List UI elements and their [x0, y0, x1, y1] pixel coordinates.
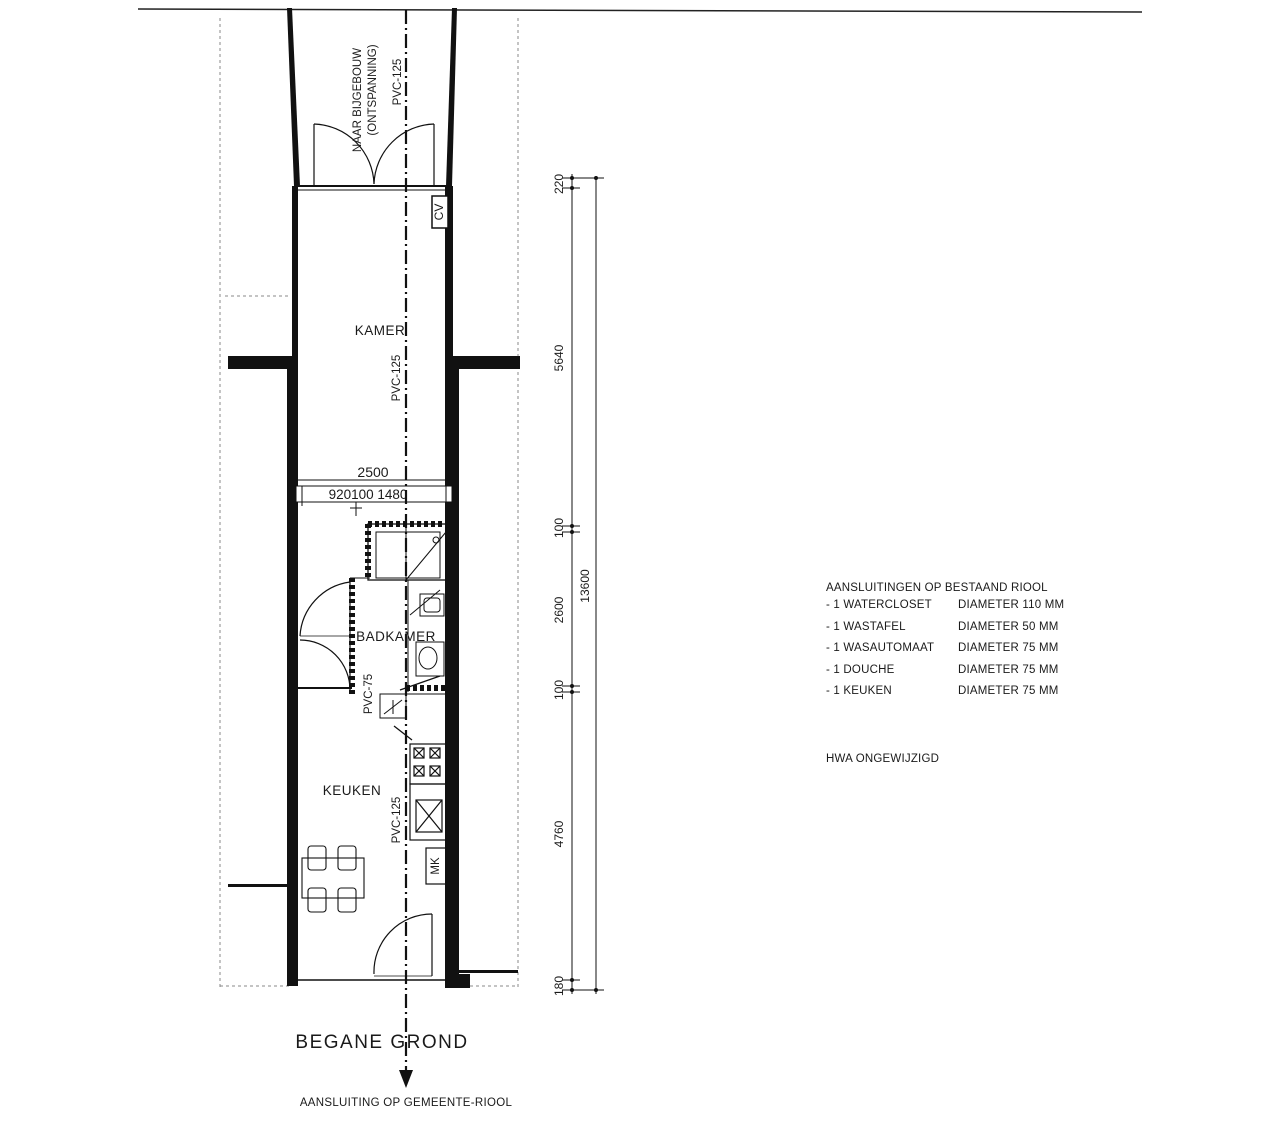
hwa-note: HWA ONGEWIJZIGD: [826, 753, 940, 765]
legend-item-diameter: DIAMETER 110 MM: [958, 599, 1065, 611]
legend-item-label: - 1 WASAUTOMAAT: [826, 642, 935, 654]
cv-label: CV: [432, 203, 447, 221]
facade-top: [296, 186, 448, 190]
legend-item-diameter: DIAMETER 75 MM: [958, 685, 1059, 697]
dining-table: [302, 846, 364, 912]
dim-segment-3: 100: [552, 517, 567, 539]
room-label-keuken: KEUKEN: [322, 783, 382, 798]
pipe-label-top: PVC-125: [392, 58, 405, 106]
annex-label-line2: (ONTSPANNING): [367, 44, 380, 136]
legend-row: [826, 621, 1064, 643]
legend-row: [826, 642, 1064, 664]
washing-machine: [380, 694, 406, 718]
dim-total: 13600: [578, 569, 593, 603]
width-dim-label: 2500: [357, 464, 389, 480]
front-door: [374, 914, 432, 976]
dim-segment-2: 5640: [552, 344, 567, 372]
legend-item-diameter: DIAMETER 50 MM: [958, 620, 1059, 633]
legend-title: AANSLUITINGEN OP BESTAAND RIOOL: [826, 582, 1048, 594]
width-subdim-label: 920100 1480: [328, 487, 408, 502]
legend-item-label: - 1 WATERCLOSET: [826, 599, 932, 611]
legend-row: [826, 599, 1064, 621]
legend-item-label: - 1 WASTAFEL: [826, 620, 906, 633]
legend-row: [826, 685, 1064, 707]
sewer-connections-legend: [826, 582, 1064, 707]
pipe-label-bath: PVC-75: [363, 673, 376, 715]
floor-title: BEGANE GROND: [295, 1032, 469, 1053]
dim-segment-5: 100: [552, 679, 567, 701]
annex-label-line1: NAAR BIJGEBOUW: [352, 47, 365, 153]
dim-segment-4: 2600: [552, 596, 567, 624]
mk-label: MK: [430, 857, 443, 875]
legend-item-diameter: DIAMETER 75 MM: [958, 663, 1059, 676]
room-label-kamer: KAMER: [354, 323, 406, 338]
pipe-label-keuken: PVC-125: [391, 796, 404, 844]
dim-segment-1: 220: [552, 173, 567, 195]
washbasin: [410, 590, 444, 616]
room-label-badkamer: BADKAMER: [356, 629, 436, 644]
legend-item-diameter: DIAMETER 75 MM: [958, 642, 1059, 654]
legend-item-label: - 1 DOUCHE: [826, 663, 895, 676]
cv-unit: [432, 196, 448, 228]
sewer-arrow-icon: [399, 1070, 413, 1088]
dim-segment-6: 4760: [552, 820, 567, 848]
dim-segment-7: 180: [552, 975, 567, 997]
legend-item-label: - 1 KEUKEN: [826, 685, 892, 697]
bathroom-doors: [300, 582, 350, 690]
sewer-connection-label: AANSLUITING OP GEMEENTE-RIOOL: [299, 1097, 513, 1109]
legend-row: [826, 664, 1064, 686]
toilet: [416, 642, 444, 676]
pipe-label-kamer: PVC-125: [391, 354, 404, 402]
neighbor-boundaries: [220, 18, 518, 990]
